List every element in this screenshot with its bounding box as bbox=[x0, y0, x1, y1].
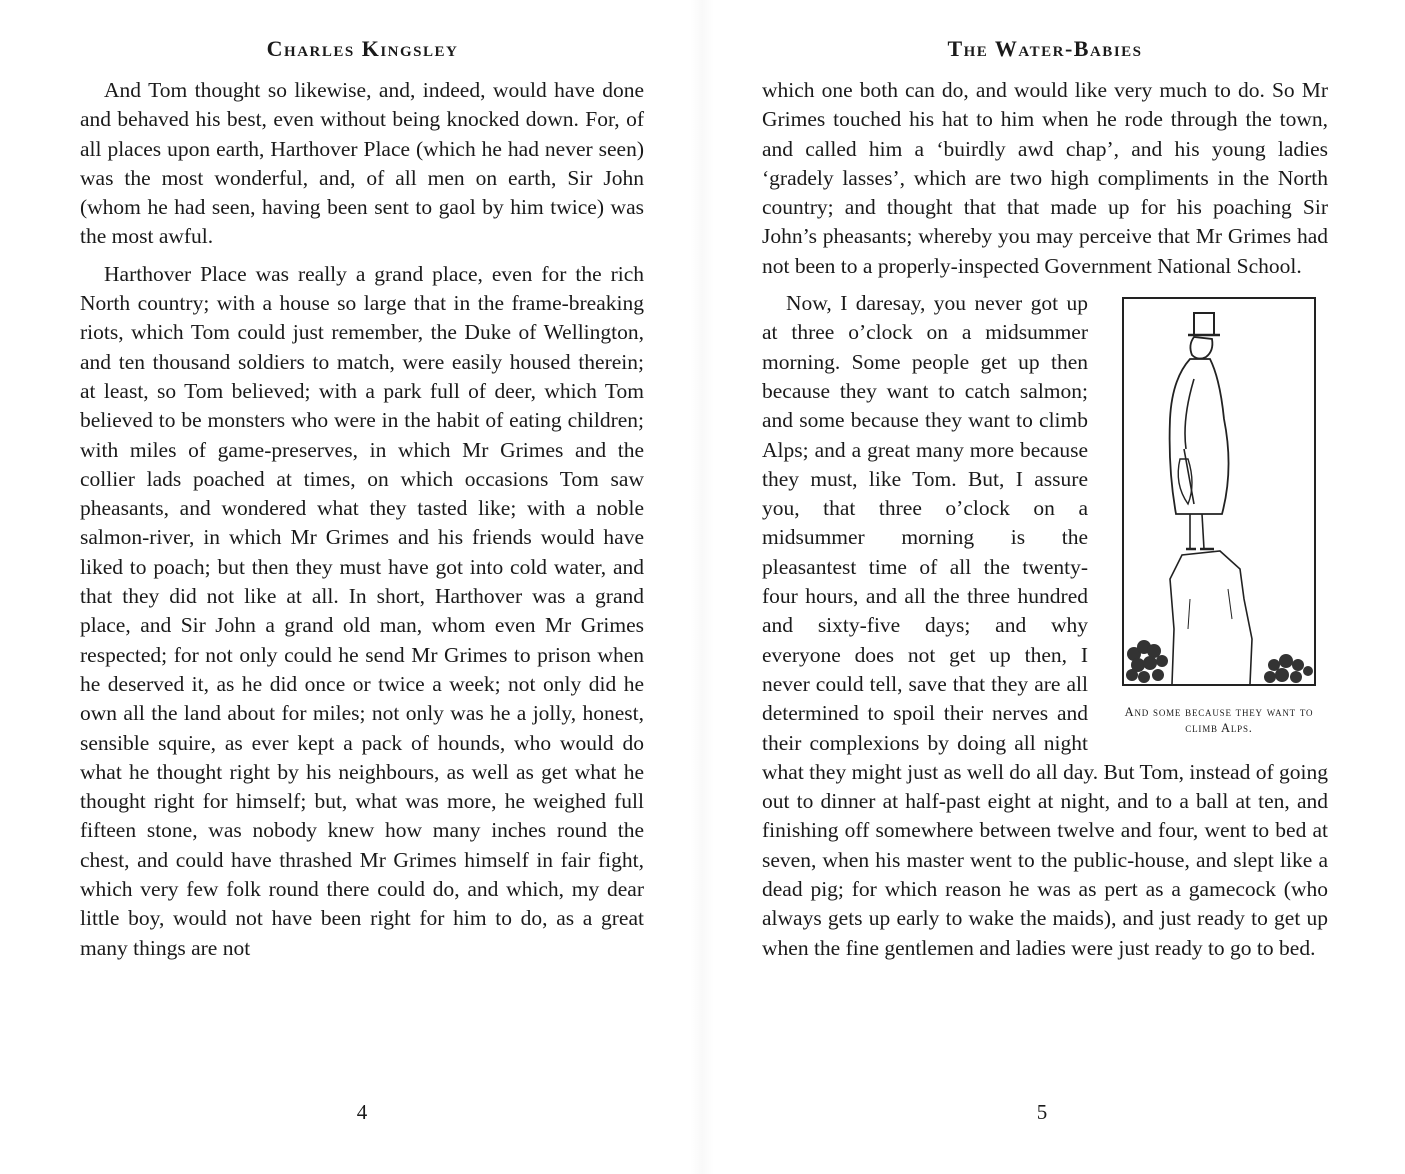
right-page-text bbox=[762, 76, 1328, 971]
right-page bbox=[702, 0, 1405, 1174]
page-number-left: 4 bbox=[356, 1100, 368, 1124]
left-page-text bbox=[80, 76, 644, 971]
illustration-figure bbox=[1110, 297, 1328, 736]
running-head-author: Charles Kingsley bbox=[266, 36, 459, 61]
paragraph-mr-grimes-hat: which one both can do, and would like very much to do. So Mr Grimes touched his hat to him when he rode through the town, and called him a ‘buirdly awd chap’, and his young ladies ‘gradely lasses’, which are two high compliments in the North country; and thought that that made up for his poaching Sir John’s pheasants; whereby you may perceive that Mr Grimes had not been to a properly-inspected Government National School. bbox=[762, 78, 1328, 278]
illustration-drawing bbox=[1124, 299, 1314, 684]
illustration-caption: And some because they want to climb Alps. bbox=[1124, 705, 1314, 736]
paragraph-harthover-place: Harthover Place was really a grand place, even for the rich North country; with a house so large that in the frame-breaking riots, which Tom could just remember, the Duke of Wellington, and ten thousand soldiers to match, were easily housed therein; at least, so Tom believed; with a park full of deer, which Tom believed to be monsters who were in the habit of eating children; with miles of game-preserves, in which Mr Grimes and the collier lads poached at times, on which occasions Tom saw pheasants, and wondered what they tasted like; with a noble salmon-river, in which Mr Grimes and his friends would have liked to poach; but then they must have got into cold water, and that they did not like at all. In short, Harthover was a grand place, and Sir John a grand old man, whom even Mr Grimes respected; for not only could he send Mr Grimes to prison when he deserved it, as he did once or twice a week; not only did he own all the land about for miles; not only was he a jolly, honest, sensible squire, as ever kept a pack of hounds, who would do what he thought right by his neighbours, as well as get what he thought right for himself; but, what was more, he weighed full fifteen stone, was nobody knew how many inches round the chest, and could have thrashed Mr Grimes himself in fair fight, which very few folk round there could do, and which, my dear little boy, would not have been right for him to do, as a great many things are not bbox=[80, 261, 644, 960]
paragraph-midsummer-morning: Now, I daresay, you never got up at three o’clock on a midsummer morning. Some people get up then because they want to catch salmon; and some because they want to climb Alps; and a great many more because they must, like Tom. But, I assure you, that three o’clock on a midsummer morning is the pleasantest time of all the twenty-four hours, and all the three hundred and sixty-five days; and why everyone does not get up then, I never could tell, save that they are all determined to spoil their nerves and their complexions by doing all night what they might just as well do all day. But Tom, instead of going out to dinner at half-past eight at night, and to a ball at ten, and finishing off somewhere between twelve and four, went to bed at seven, when his master went to the public-house, and slept like a dead pig; for which reason he was as pert as a gamecock (who always gets up early to wake the maids), and just ready to get up when the fine gentlemen and ladies were just ready to go to bed. bbox=[762, 291, 1328, 960]
left-page bbox=[0, 0, 702, 1174]
gentleman-on-rock-illustration bbox=[1122, 297, 1316, 686]
page-number-right: 5 bbox=[1036, 1100, 1048, 1124]
paragraph-tom-thought: And Tom thought so likewise, and, indeed, would have done and behaved his best, even without being knocked down. For, of all places upon earth, Harthover Place (which he had never seen) was the most wonderful, and, of all men on earth, Sir John (whom he had seen, having been sent to gaol by him twice) was the most awful. bbox=[80, 78, 644, 249]
running-head-title: The Water-Babies bbox=[947, 36, 1143, 61]
